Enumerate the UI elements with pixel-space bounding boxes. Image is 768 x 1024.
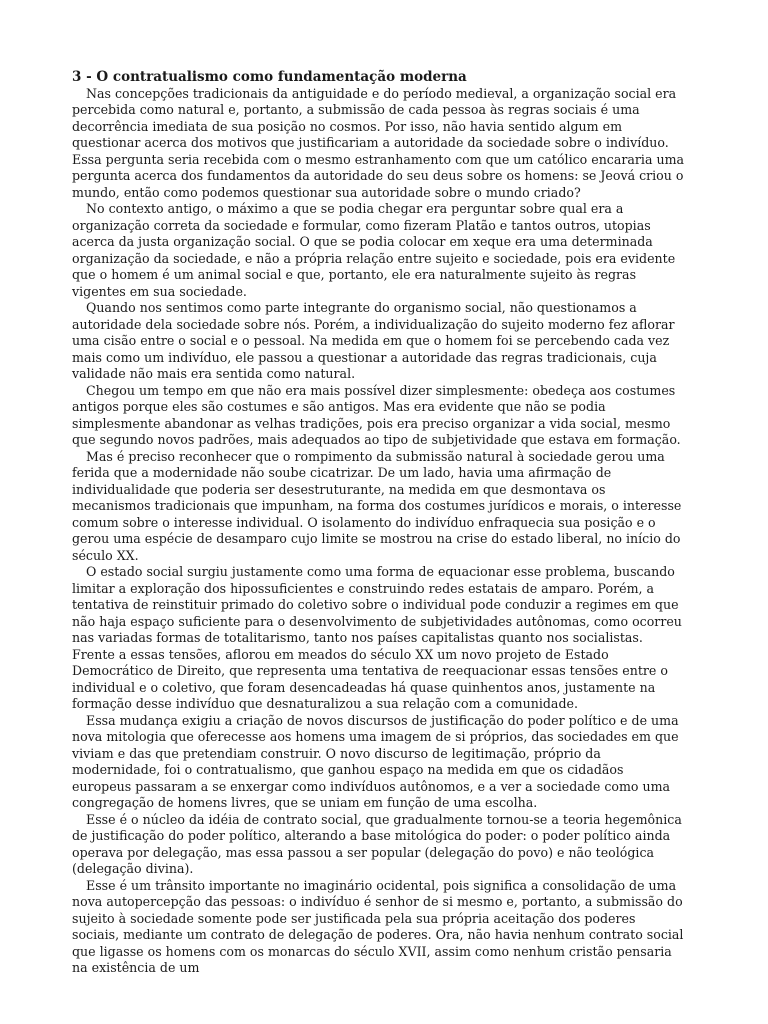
paragraph-6: O estado social surgiu justamente como uma forma de equacionar esse problema, buscando limitar a exploração dos hipossuficientes e construindo redes estatais de amparo. Porém, a tentativa de reinstituir primado do coletivo sobre o individual pode conduzir a regimes em que não haja espaço suficiente para o desenvolvimento de subjetividades autônomas, como ocorreu nas variadas formas de totalitarismo, tanto nos países capitalistas quanto nos socialistas. Frente a essas tensões, aflorou em meados do século XX um novo projeto de Estado Democrático de Direito, que representa uma tentativa de reequacionar essas tensões entre o individual e o coletivo, que foram desencadeadas há quase quinhentos anos, justamente na formação desse indivíduo que desnaturalizou a sua relação com a comunidade. <box>72 564 682 711</box>
paragraph-7: Essa mudança exigiu a criação de novos discursos de justificação do poder político e de uma nova mitologia que oferecesse aos homens uma imagem de si próprios, das sociedades em que viviam e das que pretendiam construir. O novo discurso de legitimação, próprio da modernidade, foi o contratualismo, que ganhou espaço na medida em que os cidadãos europeus passaram a se enxergar como indivíduos autônomos, e a ver a sociedade como uma congregação de homens livres, que se uniam em função de uma escolha. <box>72 712 679 810</box>
paragraph-4: Chegou um tempo em que não era mais possível dizer simplesmente: obedeça aos costumes antigos porque eles são costumes e são antigos. Mas era evidente que não se podia simplesmente abandonar as velhas tradições, pois era preciso organizar a vida social, mesmo que segundo novos padrões, mais adequados ao tipo de subjetividade que estava em formação. <box>72 382 681 447</box>
paragraph-9: Esse é um trânsito importante no imaginário ocidental, pois significa a consolidação de uma nova autopercepção das pessoas: o indivíduo é senhor de si mesmo e, portanto, a submissão do sujeito à sociedade somente pode ser justificada pela sua própria aceitação dos poderes sociais, mediante um contrato de delegação de poderes. Ora, não havia nenhum contrato social que ligasse os homens com os monarcas do século XVII, assim como nenhum cristão pensaria na existência de um <box>72 877 684 975</box>
paragraph-5: Mas é preciso reconhecer que o rompimento da submissão natural à sociedade gerou uma ferida que a modernidade não soube cicatrizar. De um lado, havia uma afirmação de individualidade que poderia ser desestruturante, na medida em que desmontava os mecanismos tradicionais que impunham, na forma dos costumes jurídicos e morais, o interesse comum sobre o interesse individual. O isolamento do indivíduo enfraquecia sua posição e o gerou uma espécie de desamparo cujo limite se mostrou na crise do estado liberal, no início do século XX. <box>72 448 682 563</box>
paragraph-3: Quando nos sentimos como parte integrante do organismo social, não questionamos a autoridade dela sociedade sobre nós. Porém, a individualização do sujeito moderno fez aflorar uma cisão entre o social e o pessoal. Na medida em que o homem foi se percebendo cada vez mais como um indivíduo, ele passou a questionar a autoridade das regras tradicionais, cuja validade não mais era sentida como natural. <box>72 300 675 381</box>
paragraph-1: Nas concepções tradicionais da antiguidade e do período medieval, a organização social era percebida como natural e, portanto, a submissão de cada pessoa às regras sociais é uma decorrência imediata de sua posição no cosmos. Por isso, não havia sentido algum em questionar acerca dos motivos que justificariam a autoridade da sociedade sobre o indivíduo. Essa pergunta seria recebida com o mesmo estranhamento com que um católico encararia uma pergunta acerca dos fundamentos da autoridade do seu deus sobre os homens: se Jeová criou o mundo, então como podemos questionar sua autoridade sobre o mundo criado? <box>72 85 685 200</box>
paragraph-2: No contexto antigo, o máximo a que se podia chegar era perguntar sobre qual era a organização correta da sociedade e formular, como fizeram Platão e tantos outros, utopias acerca da justa organização social. O que se podia colocar em xeque era uma determinada organização da sociedade, e não a própria relação entre sujeito e sociedade, pois era evidente que o homem é um animal social e que, portanto, ele era naturalmente sujeito às regras vigentes em sua sociedade. <box>72 201 676 299</box>
section-heading: 3 - O contratualismo como fundamentação moderna <box>72 69 467 85</box>
paragraph-8: Esse é o núcleo da idéia de contrato social, que gradualmente tornou-se a teoria hegemônica de justificação do poder político, alterando a base mitológica do poder: o poder político ainda operava por delegação, mas essa passou a ser popular (delegação do povo) e não teológica (delegação divina). <box>72 811 682 876</box>
